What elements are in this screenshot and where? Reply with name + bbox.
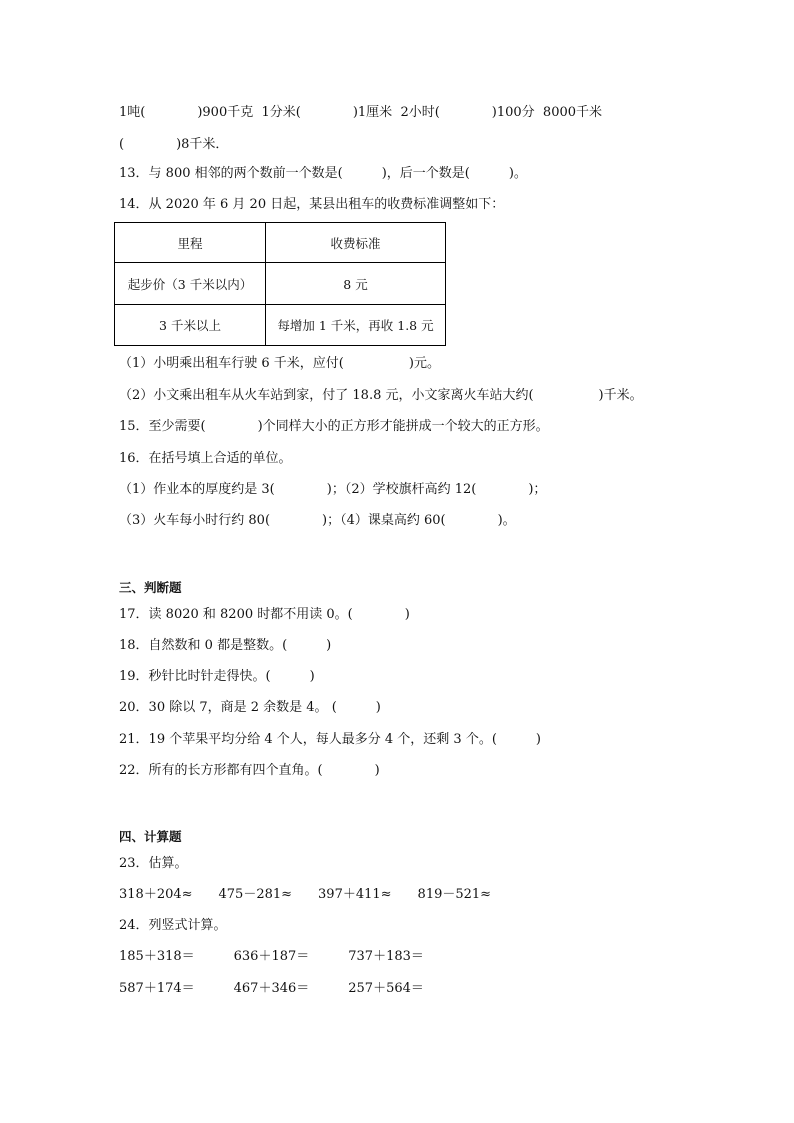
q20: 20．30 除以 7，商是 2 余数是 4。 ( )	[119, 700, 381, 715]
section-heading-judgement: 三、判断题	[119, 580, 182, 595]
section-heading-calculation: 四、计算题	[119, 829, 182, 844]
table-row	[115, 263, 446, 305]
q24-row2: 587＋174＝ 467＋346＝ 257＋564＝	[119, 981, 424, 996]
q14-part1: （1）小明乘出租车行驶 6 千米，应付( )元。	[119, 356, 440, 371]
q24-row1: 185＋318＝ 636＋187＝ 737＋183＝	[119, 949, 424, 964]
q23: 23．估算。	[119, 856, 188, 871]
q24: 24．列竖式计算。	[119, 918, 227, 933]
table-cell: 3 千米以上	[115, 305, 266, 346]
q15: 15．至少需要( )个同样大小的正方形才能拼成一个较大的正方形。	[119, 419, 549, 434]
q12-line1: 1吨( )900千克 1分米( )1厘米 2小时( )100分 8000千米	[119, 105, 603, 120]
q21: 21．19 个苹果平均分给 4 个人，每人最多分 4 个，还剩 3 个。( )	[119, 732, 541, 747]
q18: 18．自然数和 0 都是整数。( )	[119, 638, 332, 653]
table-cell: 每增加 1 千米，再收 1.8 元	[266, 305, 446, 346]
table-header-row	[115, 223, 446, 263]
table-header-cell: 收费标准	[266, 223, 446, 263]
fee-table	[114, 222, 446, 346]
q13: 13．与 800 相邻的两个数前一个数是( )，后一个数是( )。	[119, 166, 527, 181]
table-header-cell: 里程	[115, 223, 266, 263]
q23-items: 318＋204≈ 475－281≈ 397＋411≈ 819－521≈	[119, 887, 492, 902]
table-cell: 起步价（3 千米以内）	[115, 263, 266, 305]
q19: 19．秒针比时针走得快。( )	[119, 669, 315, 684]
q12-line2: ( )8千米．	[119, 137, 229, 152]
q14: 14．从 2020 年 6 月 20 日起，某县出租车的收费标准调整如下：	[119, 197, 505, 212]
q22: 22．所有的长方形都有四个直角。( )	[119, 763, 380, 778]
q16: 16．在括号填上合适的单位。	[119, 451, 292, 466]
q16-row2: （3）火车每小时行约 80( )；（4）课桌高约 60( )。	[119, 513, 516, 528]
table-row	[115, 305, 446, 346]
table-cell: 8 元	[266, 263, 446, 305]
q16-row1: （1）作业本的厚度约是 3( )；（2）学校旗杆高约 12( )；	[119, 482, 547, 497]
q17: 17．读 8020 和 8200 时都不用读 0。( )	[119, 607, 410, 622]
q14-part2: （2）小文乘出租车从火车站到家，付了 18.8 元，小文家离火车站大约( )千米。	[119, 388, 643, 403]
